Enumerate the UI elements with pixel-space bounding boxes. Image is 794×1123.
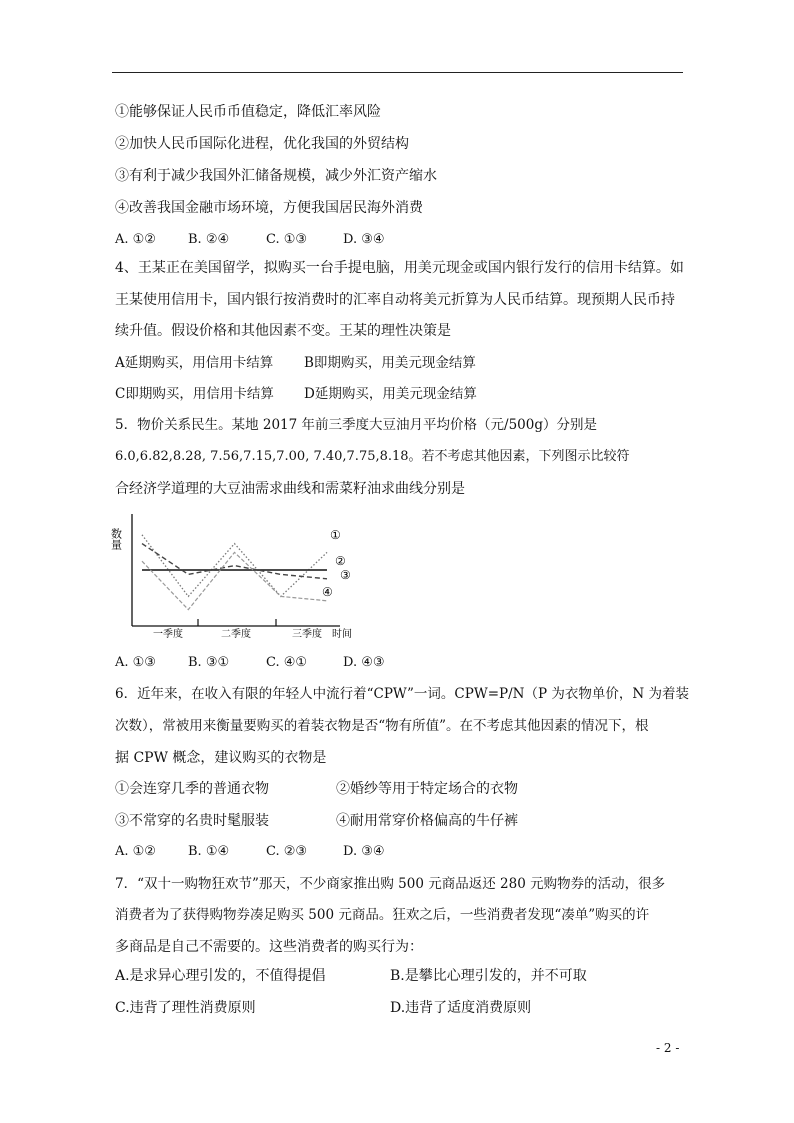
q4-option-a: A延期购买，用信用卡结算: [115, 355, 274, 371]
q5-stem-line-3: 合经济学道理的大豆油需求曲线和需菜籽油求曲线分别是: [115, 481, 465, 497]
q4-stem-line-3: 续升值。假设价格和其他因素不变。王某的理性决策是: [115, 323, 451, 339]
q4-option-b: B即期购买，用美元现金结算: [304, 355, 476, 371]
series-line-1: [142, 535, 327, 597]
x-tick-label-2: 二季度: [221, 629, 251, 640]
q5-option-d: D. ④③: [343, 655, 385, 670]
q3-option-d: D. ③④: [343, 232, 385, 247]
x-axis-label: 时间: [332, 629, 352, 640]
q6-stem-line-2: 次数），常被用来衡量要购买的着装衣物是否“物有所值”。在不考虑其他因素的情况下，根: [115, 718, 649, 734]
q6-option-a: A. ①②: [115, 844, 156, 859]
q7-option-b: B.是攀比心理引发的，并不可取: [390, 968, 587, 984]
q3-option-b: B. ②④: [188, 232, 230, 247]
q6-option-c: C. ②③: [266, 844, 308, 859]
q4-stem-line-2: 王某使用信用卡，国内银行按消费时的汇率自动将美元折算为人民币结算。现预期人民币持: [115, 292, 675, 308]
q3-item-1: ①能够保证人民币币值稳定，降低汇率风险: [115, 104, 381, 120]
q6-option-d: D. ③④: [343, 844, 385, 859]
q7-option-c: C.违背了理性消费原则: [115, 1000, 256, 1016]
q6-item-3: ③不常穿的名贵时髦服装: [115, 813, 269, 829]
q6-item-1: ①会连穿几季的普通衣物: [115, 781, 269, 797]
q7-stem-line-1: 7．“双十一购物狂欢节”那天，不少商家推出购 500 元商品返还 280 元购物券的活动，很多: [115, 876, 666, 892]
q4-option-d: D延期购买，用美元现金结算: [304, 386, 477, 402]
q4-option-c: C即期购买，用信用卡结算: [115, 386, 274, 402]
page-number: - 2 -: [656, 1041, 680, 1055]
q7-option-d: D.违背了适度消费原则: [390, 1000, 532, 1016]
q3-item-4: ④改善我国金融市场环境，方便我国居民海外消费: [115, 200, 423, 216]
q3-item-3: ③有利于减少我国外汇储备规模，减少外汇资产缩水: [115, 168, 437, 184]
q5-stem-line-2: 6.0,6.82,8.28, 7.56,7.15,7.00, 7.40,7.75,8.18。若不考虑其他因素，下列图示比较符: [115, 449, 630, 464]
series-line-4: [142, 552, 327, 609]
q6-option-b: B. ①④: [188, 844, 230, 859]
q4-stem-line-1: 4、王某正在美国留学，拟购买一台手提电脑，用美元现金或国内银行发行的信用卡结算。如: [115, 260, 684, 276]
q5-stem-line-1: 5．物价关系民生。某地 2017 年前三季度大豆油月平均价格（元/500g）分别是: [115, 417, 597, 433]
q3-option-a: A. ①②: [115, 232, 156, 247]
q6-stem-line-3: 据 CPW 概念，建议购买的衣物是: [115, 750, 327, 766]
x-tick-label-1: 一季度: [153, 629, 183, 640]
q7-option-a: A.是求异心理引发的，不值得提倡: [115, 968, 326, 984]
series-label-4: ④: [322, 585, 333, 599]
series-label-3: ③: [340, 568, 351, 582]
q5-option-b: B. ③①: [188, 655, 230, 670]
series-label-1: ①: [330, 528, 341, 542]
q7-stem-line-2: 消费者为了获得购物券凑足购买 500 元商品。狂欢之后，一些消费者发现“凑单”购买的许: [115, 907, 650, 923]
q3-option-c: C. ①③: [266, 232, 308, 247]
series-label-2: ②: [335, 554, 346, 568]
y-axis-label: 数量: [109, 528, 123, 550]
q5-option-a: A. ①③: [115, 655, 156, 670]
x-tick-label-3: 三季度: [292, 629, 322, 640]
q7-stem-line-3: 多商品是自己不需要的。这些消费者的购买行为：: [115, 939, 423, 955]
q5-option-c: C. ④①: [266, 655, 308, 670]
header-rule: [112, 72, 683, 73]
q6-stem-line-1: 6．近年来，在收入有限的年轻人中流行着“CPW”一词。CPW=P/N（P 为衣物单价，N 为着装: [115, 686, 689, 702]
q3-item-2: ②加快人民币国际化进程，优化我国的外贸结构: [115, 136, 409, 152]
demand-curve-chart: [109, 506, 362, 644]
series-line-3: [142, 544, 327, 579]
q6-item-4: ④耐用常穿价格偏高的牛仔裤: [336, 813, 518, 829]
q6-item-2: ②婚纱等用于特定场合的衣物: [336, 781, 518, 797]
